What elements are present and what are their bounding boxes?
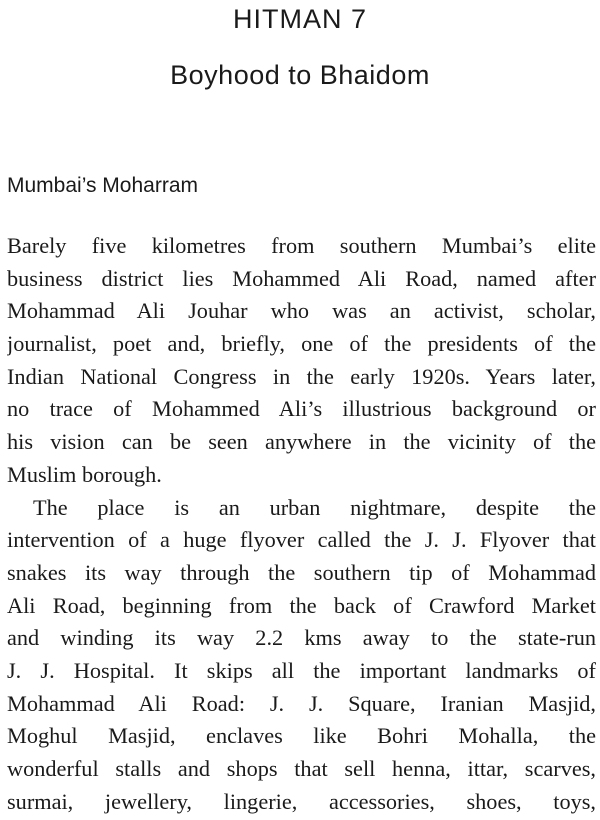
text-line: intervention of a huge flyover called the J. J. Flyover that — [7, 527, 596, 553]
text-line: Mohammad Ali Jouhar who was an activist, scholar, — [7, 298, 596, 324]
text-line: business district lies Mohammed Ali Road, named after — [7, 265, 596, 291]
section-heading: Mumbai’s Moharram — [7, 174, 198, 197]
text-line: surmai, jewellery, lingerie, accessories, shoes, toys, — [7, 788, 596, 814]
text-line: Barely five kilometres from southern Mumbai’s elite — [7, 233, 596, 258]
text-line: Moghul Masjid, enclaves like Bohri Mohalla, the — [7, 723, 596, 749]
chapter-number: HITMAN 7 — [232, 4, 367, 34]
paragraph-2 — [7, 492, 596, 819]
chapter-title: Boyhood to Bhaidom — [170, 60, 430, 90]
text-line: no trace of Mohammed Ali’s illustrious background or — [7, 396, 596, 422]
text-line: Mohammad Ali Road: J. J. Square, Iranian Masjid, — [7, 690, 596, 716]
text-line: snakes its way through the southern tip of Mohammad — [7, 559, 596, 585]
text-line: Indian National Congress in the early 1920s. Years later, — [7, 363, 596, 389]
text-line: and winding its way 2.2 kms away to the state-run — [7, 625, 596, 651]
text-line: Muslim borough. — [7, 461, 162, 487]
text-line: his vision can be seen anywhere in the vicinity of the — [7, 429, 596, 455]
text-line: wonderful stalls and shops that sell henna, ittar, scarves, — [7, 756, 596, 781]
paragraph-1 — [7, 230, 596, 492]
text-line: J. J. Hospital. It skips all the important landmarks of — [7, 657, 596, 683]
text-line: The place is an urban nightmare, despite the — [33, 494, 596, 520]
text-line: journalist, poet and, briefly, one of the presidents of the — [7, 331, 596, 357]
body-text — [7, 230, 596, 818]
text-line: Ali Road, beginning from the back of Crawford Market — [7, 592, 596, 618]
